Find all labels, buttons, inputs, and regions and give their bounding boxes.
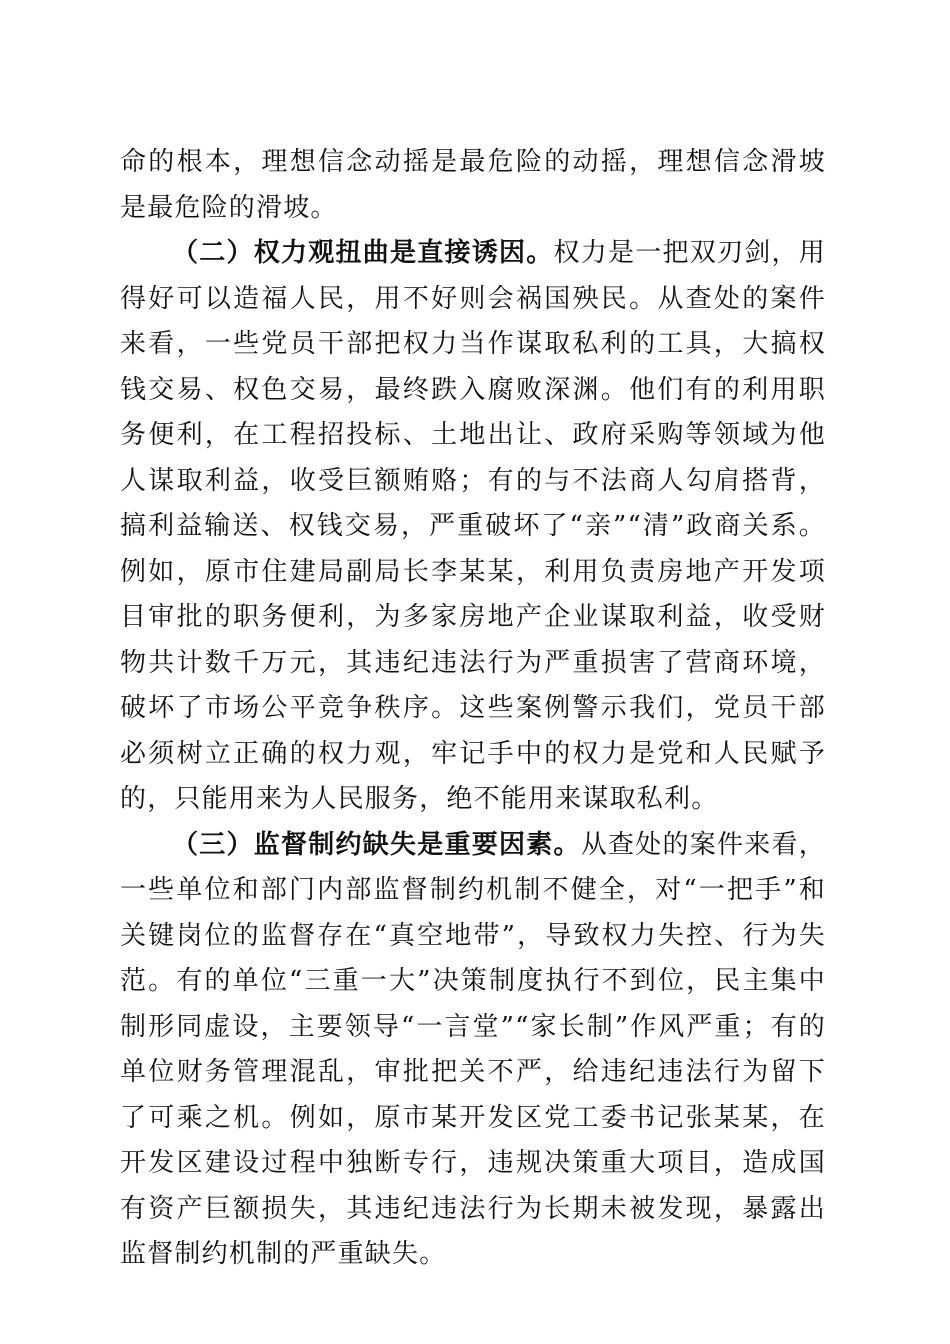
paragraph-body: 命的根本，理想信念动摇是最危险的动摇，理想信念滑坡是最危险的滑坡。 (120, 147, 826, 223)
paragraph-supervision (120, 823, 826, 1278)
paragraph-continuation (120, 140, 826, 231)
document-body (120, 140, 826, 1278)
paragraph-heading: （二）权力观扭曲是直接诱因。 (172, 238, 554, 268)
paragraph-power-view (120, 231, 826, 823)
paragraph-body: 从查处的案件来看，一些单位和部门内部监督制约机制不健全，对“一把手”和关键岗位的监督存在“真空地带”，导致权力失控、行为失范。有的单位“三重一大”决策制度执行不到位，民主集中制形同虚设，主要领导“一言堂”“家长制”作风严重；有的单位财务管理混乱，审批把关不严，给违纪违法行为留下了可乘之机。例如，原市某开发区党工委书记张某某，在开发区建设过程中独断专行，违规决策重大项目，造成国有资产巨额损失，其违纪违法行为长期未被发现，暴露出监督制约机制的严重缺失。 (120, 829, 826, 1269)
paragraph-body: 权力是一把双刃剑，用得好可以造福人民，用不好则会祸国殃民。从查处的案件来看，一些党员干部把权力当作谋取私利的工具，大搞权钱交易、权色交易，最终跌入腐败深渊。他们有的利用职务便利，在工程招投标、土地出让、政府采购等领域为他人谋取利益，收受巨额贿赂；有的与不法商人勾肩搭背，搞利益输送、权钱交易，严重破坏了“亲”“清”政商关系。例如，原市住建局副局长李某某，利用负责房地产开发项目审批的职务便利，为多家房地产企业谋取利益，收受财物共计数千万元，其违纪违法行为严重损害了营商环境，破坏了市场公平竞争秩序。这些案例警示我们，党员干部必须树立正确的权力观，牢记手中的权力是党和人民赋予的，只能用来为人民服务，绝不能用来谋取私利。 (120, 238, 826, 814)
paragraph-heading: （三）监督制约缺失是重要因素。 (172, 829, 581, 860)
